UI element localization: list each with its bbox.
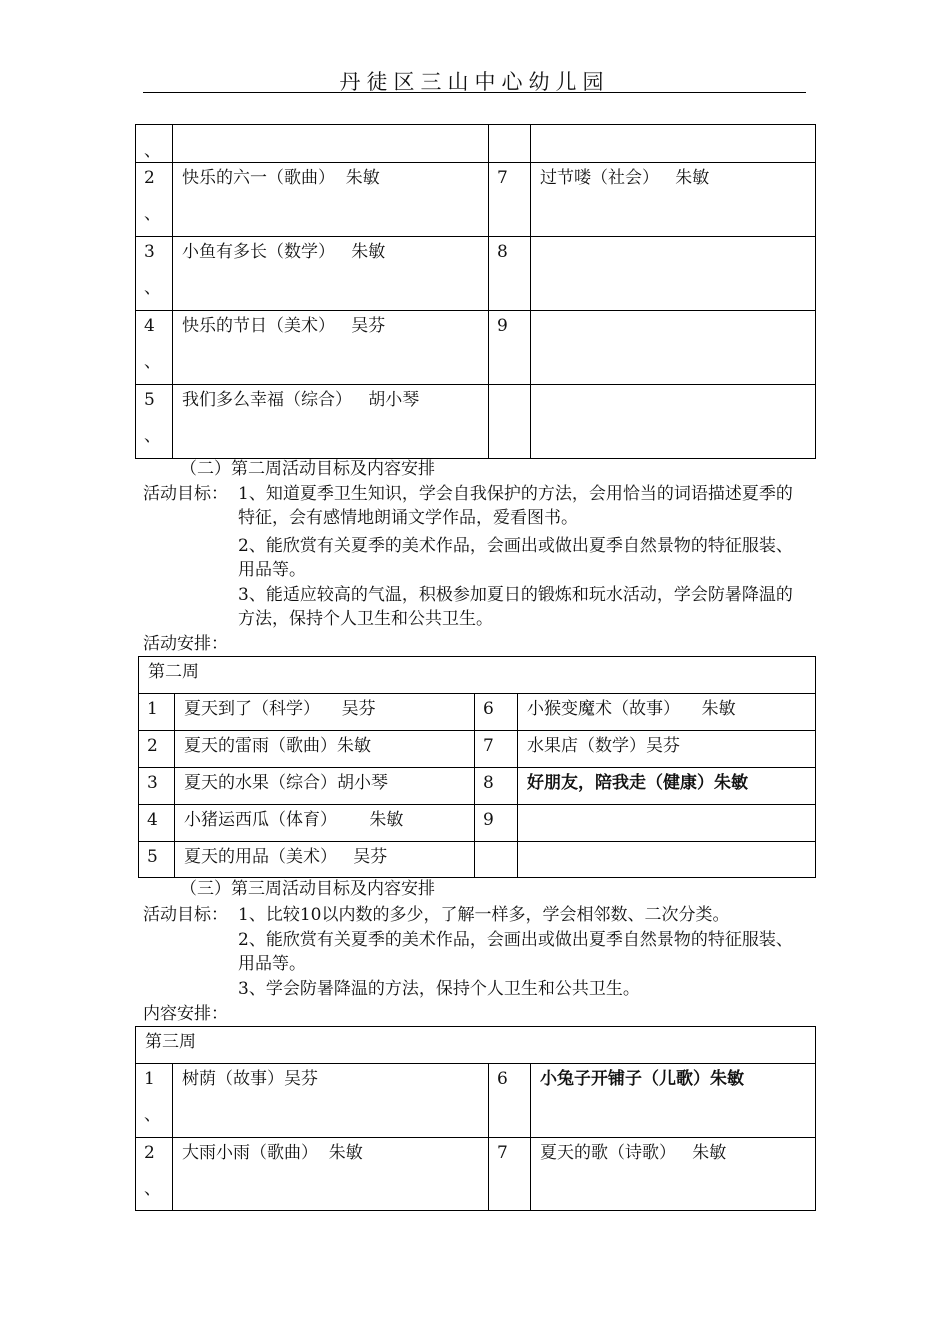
activity-cell [531, 237, 816, 311]
activity-cell: 树荫（故事）吴芬 [173, 1064, 489, 1138]
week2-goal-2: 2、能欣赏有关夏季的美术作品，会画出或做出夏季自然景物的特征服装、用品等。 [238, 536, 793, 580]
activity-cell [531, 125, 816, 163]
row-number-cell: 3 、 [136, 237, 173, 311]
table-title-row [139, 657, 816, 694]
activity-cell: 好朋友，陪我走（健康）朱敏 [518, 768, 816, 805]
table-row [136, 311, 816, 385]
table-row [139, 731, 816, 768]
activity-cell: 快乐的节日（美术） 吴芬 [173, 311, 489, 385]
row-number-cell [489, 385, 531, 459]
week3-schedule-table [135, 1026, 816, 1211]
week2-schedule-table [138, 656, 816, 878]
week3-goal-1: 1、比较10以内数的多少，了解一样多，学会相邻数、二次分类。 [238, 905, 730, 925]
activity-cell [173, 125, 489, 163]
row-number-cell: 6 [489, 1064, 531, 1138]
week3-heading: （三）第三周活动目标及内容安排 [180, 879, 435, 899]
week3-goal-3: 3、学会防暑降温的方法，保持个人卫生和公共卫生。 [238, 979, 640, 999]
row-number-cell: 9 [489, 311, 531, 385]
row-number-cell: 6 [475, 694, 518, 731]
row-number-cell: 2 、 [136, 1138, 173, 1211]
activity-cell: 我们多么幸福（综合） 胡小琴 [173, 385, 489, 459]
activity-cell: 夏天到了（科学） 吴芬 [175, 694, 475, 731]
row-number-cell: 4 [139, 805, 175, 842]
week1-schedule-table [135, 124, 816, 459]
row-number-cell: 8 [489, 237, 531, 311]
table-row [139, 805, 816, 842]
row-number-cell: 5 、 [136, 385, 173, 459]
activity-cell: 小猴变魔术（故事） 朱敏 [518, 694, 816, 731]
activity-cell: 小兔子开铺子（儿歌）朱敏 [531, 1064, 816, 1138]
table-row [136, 1064, 816, 1138]
activity-cell: 小猪运西瓜（体育） 朱敏 [175, 805, 475, 842]
row-number-cell: 4 、 [136, 311, 173, 385]
row-number-cell: 7 [489, 1138, 531, 1211]
table-row [139, 768, 816, 805]
row-number-cell [489, 125, 531, 163]
row-number-cell: 3 [139, 768, 175, 805]
week3-goal-2: 2、能欣赏有关夏季的美术作品，会画出或做出夏季自然景物的特征服装、用品等。 [238, 930, 793, 974]
table-row [139, 842, 816, 878]
activity-cell: 小鱼有多长（数学） 朱敏 [173, 237, 489, 311]
table-title-cell: 第二周 [139, 657, 816, 694]
activity-cell: 快乐的六一（歌曲） 朱敏 [173, 163, 489, 237]
activity-cell [518, 805, 816, 842]
row-number-cell: 7 [475, 731, 518, 768]
row-number-cell: 、 [136, 125, 173, 163]
row-number-cell: 5 [139, 842, 175, 878]
week2-goal-1: 1、知道夏季卫生知识，学会自我保护的方法，会用恰当的词语描述夏季的特征，会有感情地朗诵文学作品，爱看图书。 [238, 484, 793, 528]
header-rule [143, 92, 806, 93]
row-number-cell: 1 [139, 694, 175, 731]
table-row [136, 163, 816, 237]
activity-cell [531, 385, 816, 459]
week2-heading: （二）第二周活动目标及内容安排 [180, 459, 435, 479]
row-number-cell [475, 842, 518, 878]
row-number-cell: 2 、 [136, 163, 173, 237]
week2-goal-3: 3、能适应较高的气温，积极参加夏日的锻炼和玩水活动，学会防暑降温的方法，保持个人卫生和公共卫生。 [238, 585, 793, 629]
row-number-cell: 1 、 [136, 1064, 173, 1138]
week2-plan-label: 活动安排： [143, 634, 228, 654]
page-header-title: 丹徒区三山中心幼儿园 [339, 70, 610, 94]
week3-plan-label: 内容安排： [143, 1004, 228, 1024]
activity-cell: 大雨小雨（歌曲） 朱敏 [173, 1138, 489, 1211]
row-number-cell: 9 [475, 805, 518, 842]
activity-cell: 夏天的雷雨（歌曲）朱敏 [175, 731, 475, 768]
week3-goals-label: 活动目标： [143, 905, 228, 925]
table-row [136, 1138, 816, 1211]
activity-cell: 夏天的用品（美术） 吴芬 [175, 842, 475, 878]
table-row [136, 237, 816, 311]
activity-cell: 过节喽（社会） 朱敏 [531, 163, 816, 237]
week2-goals-label: 活动目标： [143, 484, 228, 504]
activity-cell: 夏天的水果（综合）胡小琴 [175, 768, 475, 805]
table-title-cell: 第三周 [136, 1027, 816, 1064]
activity-cell: 水果店（数学）吴芬 [518, 731, 816, 768]
row-number-cell: 2 [139, 731, 175, 768]
activity-cell: 夏天的歌（诗歌） 朱敏 [531, 1138, 816, 1211]
table-row [139, 694, 816, 731]
table-title-row [136, 1027, 816, 1064]
table-row [136, 385, 816, 459]
table-row [136, 125, 816, 163]
activity-cell [531, 311, 816, 385]
row-number-cell: 8 [475, 768, 518, 805]
activity-cell [518, 842, 816, 878]
row-number-cell: 7 [489, 163, 531, 237]
